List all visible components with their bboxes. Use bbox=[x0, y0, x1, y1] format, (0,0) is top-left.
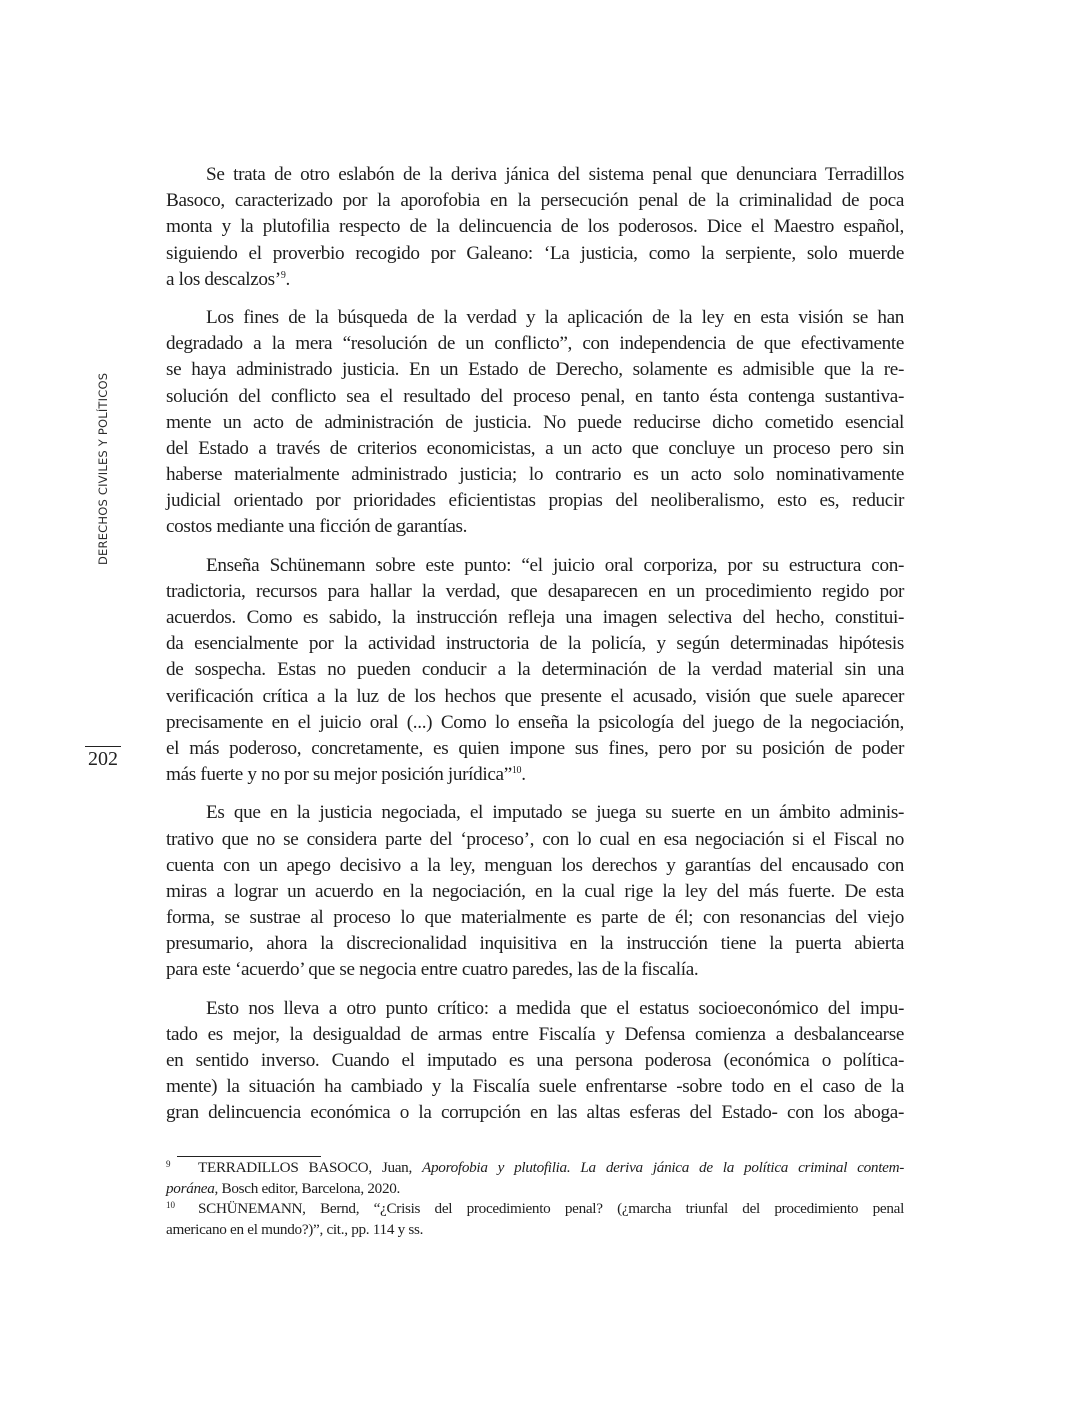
text-line: trativo que no se considera parte del ‘proceso’, con lo cual en esa negociación si el Fiscal no bbox=[166, 828, 904, 850]
text-line: cuenta con un apego decisivo a la ley, menguan los derechos y garantías del encausado con bbox=[166, 854, 904, 876]
text-line: presumario, ahora la discrecionalidad inquisitiva en la instrucción tiene la puerta abierta bbox=[166, 933, 904, 955]
footnote-line bbox=[166, 1179, 904, 1200]
text-line: forma, se sustrae al proceso lo que materialmente es parte de él; con resonancias del viejo bbox=[166, 907, 904, 929]
text-line: del Estado a través de criterios economicistas, a un acto que concluye un proceso pero sin bbox=[166, 437, 904, 459]
footnote-separator bbox=[177, 1156, 321, 1157]
text-fragment: . bbox=[521, 764, 526, 786]
paragraph bbox=[166, 162, 904, 293]
running-head: DERECHOS CIVILES Y POLÍTICOS bbox=[96, 372, 110, 565]
footnote-publisher: , Bosch editor, Barcelona, 2020. bbox=[214, 1179, 401, 1197]
page-number-rule bbox=[85, 746, 121, 747]
footnotes bbox=[166, 1158, 904, 1240]
text-line: Enseña Schünemann sobre este punto: “el juicio oral corporiza, por su estructura con- bbox=[206, 554, 904, 576]
footnote-ref-10[interactable]: 10 bbox=[511, 765, 522, 777]
text-line: para este ‘acuerdo’ que se negocia entre cuatro paredes, las de la fiscalía. bbox=[166, 959, 699, 981]
footnote-title: poránea bbox=[166, 1179, 215, 1197]
footnote-title: Aporofobia y plutofilia. La deriva jánica de la política criminal contem- bbox=[422, 1159, 904, 1176]
text-line: degradado a la mera “resolución de un conflicto”, con independencia de que efectivamente bbox=[166, 333, 904, 355]
text-line: Los fines de la búsqueda de la verdad y la aplicación de la ley en esta visión se han bbox=[206, 306, 904, 328]
text-line: en sentido inverso. Cuando el imputado es una persona poderosa (económica o política- bbox=[166, 1050, 904, 1071]
text-line: mente) la situación ha cambiado y la Fiscalía suele enfrentarse -sobre todo en el caso de la bbox=[166, 1076, 904, 1098]
text-line: Basoco, caracterizado por la aporofobia en la persecución penal de la criminalidad de poca bbox=[166, 190, 904, 212]
text-line: el más poderoso, concretamente, es quien impone sus fines, pero por su posición de poder bbox=[166, 737, 904, 759]
text-line: verificación crítica a la luz de los hechos que presente el acusado, visión que suele aparecer bbox=[166, 685, 904, 707]
text-line: Esto nos lleva a otro punto crítico: a medida que el estatus socioeconómico del impu- bbox=[206, 997, 904, 1019]
footnote-line: americano en el mundo?)”, cit., pp. 114 y ss. bbox=[166, 1220, 424, 1238]
body-text bbox=[166, 162, 904, 1139]
text-line: acuerdos. Como es sabido, la instrucción refleja una imagen selectiva del hecho, constitui- bbox=[166, 607, 904, 628]
text-line: precisamente en el juicio oral (...) Como lo enseña la psicología del juego de la negociación, bbox=[166, 711, 904, 733]
text-line: miras a lograr un acuerdo en la negociación, en la cual rige la ley del más fuerte. De esta bbox=[166, 880, 904, 902]
footnote-10 bbox=[166, 1199, 904, 1240]
text-fragment: . bbox=[285, 268, 290, 290]
page-number: 202 bbox=[88, 748, 118, 770]
text-line: gran delincuencia económica o la corrupción en las altas esferas del Estado- con los aboga- bbox=[166, 1102, 904, 1124]
footnote-line: 9 TERRADILLOS BASOCO, Juan, Aporofobia y plutofilia. La deriva jánica de la política criminal contem- bbox=[166, 1159, 904, 1176]
text-line: siguiendo el proverbio recogido por Galeano: ‘La justicia, como la serpiente, solo muerde bbox=[166, 242, 904, 264]
paragraph bbox=[166, 305, 904, 541]
paragraph bbox=[166, 996, 904, 1127]
footnote-9 bbox=[166, 1158, 904, 1199]
text-line: solución del conflicto sea el resultado del proceso penal, en tanto ésta contenga sustantiva- bbox=[166, 385, 904, 407]
paragraph bbox=[166, 800, 904, 983]
text-line bbox=[166, 267, 904, 293]
text-line: monta y la plutofilia respecto de la delincuencia de los poderosos. Dice el Maestro español, bbox=[166, 216, 904, 238]
text-line: da esencialmente por la actividad instructoria de la policía, y según determinadas hipótesis bbox=[166, 633, 904, 655]
footnote-line: 10 SCHÜNEMANN, Bernd, “¿Crisis del procedimiento penal? (¿marcha triunfal del procedimiento penal bbox=[166, 1200, 904, 1217]
text-fragment: a los descalzos’ bbox=[166, 268, 281, 290]
text-fragment: más fuerte y no por su mejor posición jurídica” bbox=[166, 764, 512, 786]
text-line: Se trata de otro eslabón de la deriva jánica del sistema penal que denunciara Terradillos bbox=[206, 164, 904, 185]
text-line: tado es mejor, la desigualdad de armas entre Fiscalía y Defensa comienza a desbalancearse bbox=[166, 1023, 904, 1045]
text-line: haberse materialmente administrado justicia; lo contrario es un acto solo nominativamente bbox=[166, 464, 904, 486]
text-line: de sospecha. Estas no pueden conducir a la determinación de la verdad material sin una bbox=[166, 659, 904, 681]
text-line: Es que en la justicia negociada, el imputado se juega su suerte en un ámbito adminis- bbox=[206, 802, 904, 824]
text-line: mente un acto de administración de justicia. No puede reducirse dicho cometido esencial bbox=[166, 411, 904, 433]
footnote-text: SCHÜNEMANN, Bernd, “¿Crisis del procedimiento penal? (¿marcha triunfal del procedimiento penal bbox=[198, 1200, 904, 1217]
text-line: se haya administrado justicia. En un Estado de Derecho, solamente es admisible que la re- bbox=[166, 359, 904, 381]
footnote-ref-9[interactable]: 9 bbox=[280, 269, 286, 281]
text-line: costos mediante una ficción de garantías. bbox=[166, 516, 468, 538]
paragraph bbox=[166, 553, 904, 789]
text-line: judicial orientado por prioridades eficientistas propias del neoliberalismo, esto es, reducir bbox=[166, 490, 904, 512]
text-line bbox=[166, 762, 904, 788]
footnote-author: TERRADILLOS BASOCO, Juan, bbox=[198, 1159, 423, 1176]
text-line: tradictoria, recursos para hallar la verdad, que desaparecen en un procedimiento regido por bbox=[166, 580, 904, 602]
